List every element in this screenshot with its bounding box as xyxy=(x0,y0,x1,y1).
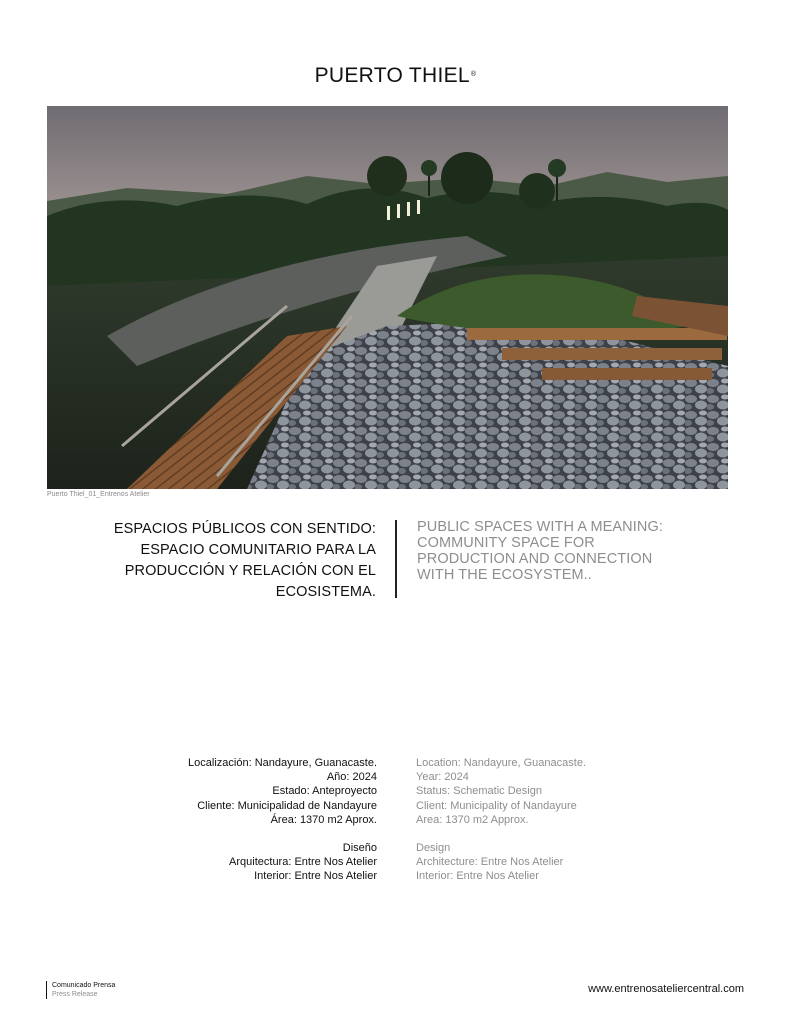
footer-label xyxy=(46,981,115,999)
photo-caption: Puerto Thiel_01_Entrenos Atelier xyxy=(47,491,150,498)
facts-spacer xyxy=(416,827,586,841)
facts-spacer xyxy=(188,827,377,841)
fact-status-en: Status: Schematic Design xyxy=(416,785,542,798)
fact-architecture-en: Architecture: Entre Nos Atelier xyxy=(416,856,564,869)
document-title xyxy=(0,64,791,88)
title-text: PUERTO THIEL xyxy=(314,64,470,87)
registered-mark: ® xyxy=(470,71,477,78)
project-rendering-image xyxy=(47,106,728,489)
project-facts-es xyxy=(188,756,377,884)
vertical-divider xyxy=(395,520,397,598)
fact-client-es: Cliente: Municipalidad de Nandayure xyxy=(197,799,377,812)
fact-status-es: Estado: Anteproyecto xyxy=(272,785,377,798)
fact-architecture-es: Arquitectura: Entre Nos Atelier xyxy=(229,856,377,869)
website-link[interactable]: www.entrenosateliercentral.com xyxy=(588,983,744,995)
fact-client-en: Client: Municipality of Nandayure xyxy=(416,799,577,812)
fact-location-es: Localización: Nandayure, Guanacaste. xyxy=(188,757,377,769)
fact-location-en: Location: Nandayure, Guanacaste. xyxy=(416,757,587,769)
fact-design-heading-en: Design xyxy=(416,842,451,855)
fact-interior-es: Interior: Entre Nos Atelier xyxy=(254,870,377,883)
footer-label-en: Press Release xyxy=(52,991,98,998)
fact-year-en: Year: 2024 xyxy=(416,771,469,784)
rendering-illustration xyxy=(47,106,728,489)
fact-interior-en: Interior: Entre Nos Atelier xyxy=(416,870,539,883)
project-facts-en xyxy=(416,756,586,884)
lead-statement-es: ESPACIOS PÚBLICOS CON SENTIDO: ESPACIO COMUNITARIO PARA LA PRODUCCIÓN Y RELACIÓN CON EL ECOSISTEMA. xyxy=(113,521,376,600)
fact-area-en: Area: 1370 m2 Approx. xyxy=(416,813,529,826)
fact-design-heading-es: Diseño xyxy=(342,842,377,855)
lead-statement-en: PUBLIC SPACES WITH A MEANING: COMMUNITY SPACE FOR PRODUCTION AND CONNECTION WITH THE ECOSYSTEM.. xyxy=(417,519,663,583)
footer-label-es: Comunicado Prensa xyxy=(52,982,116,989)
fact-area-es: Área: 1370 m2 Aprox. xyxy=(270,813,377,826)
fact-year-es: Año: 2024 xyxy=(326,771,377,784)
